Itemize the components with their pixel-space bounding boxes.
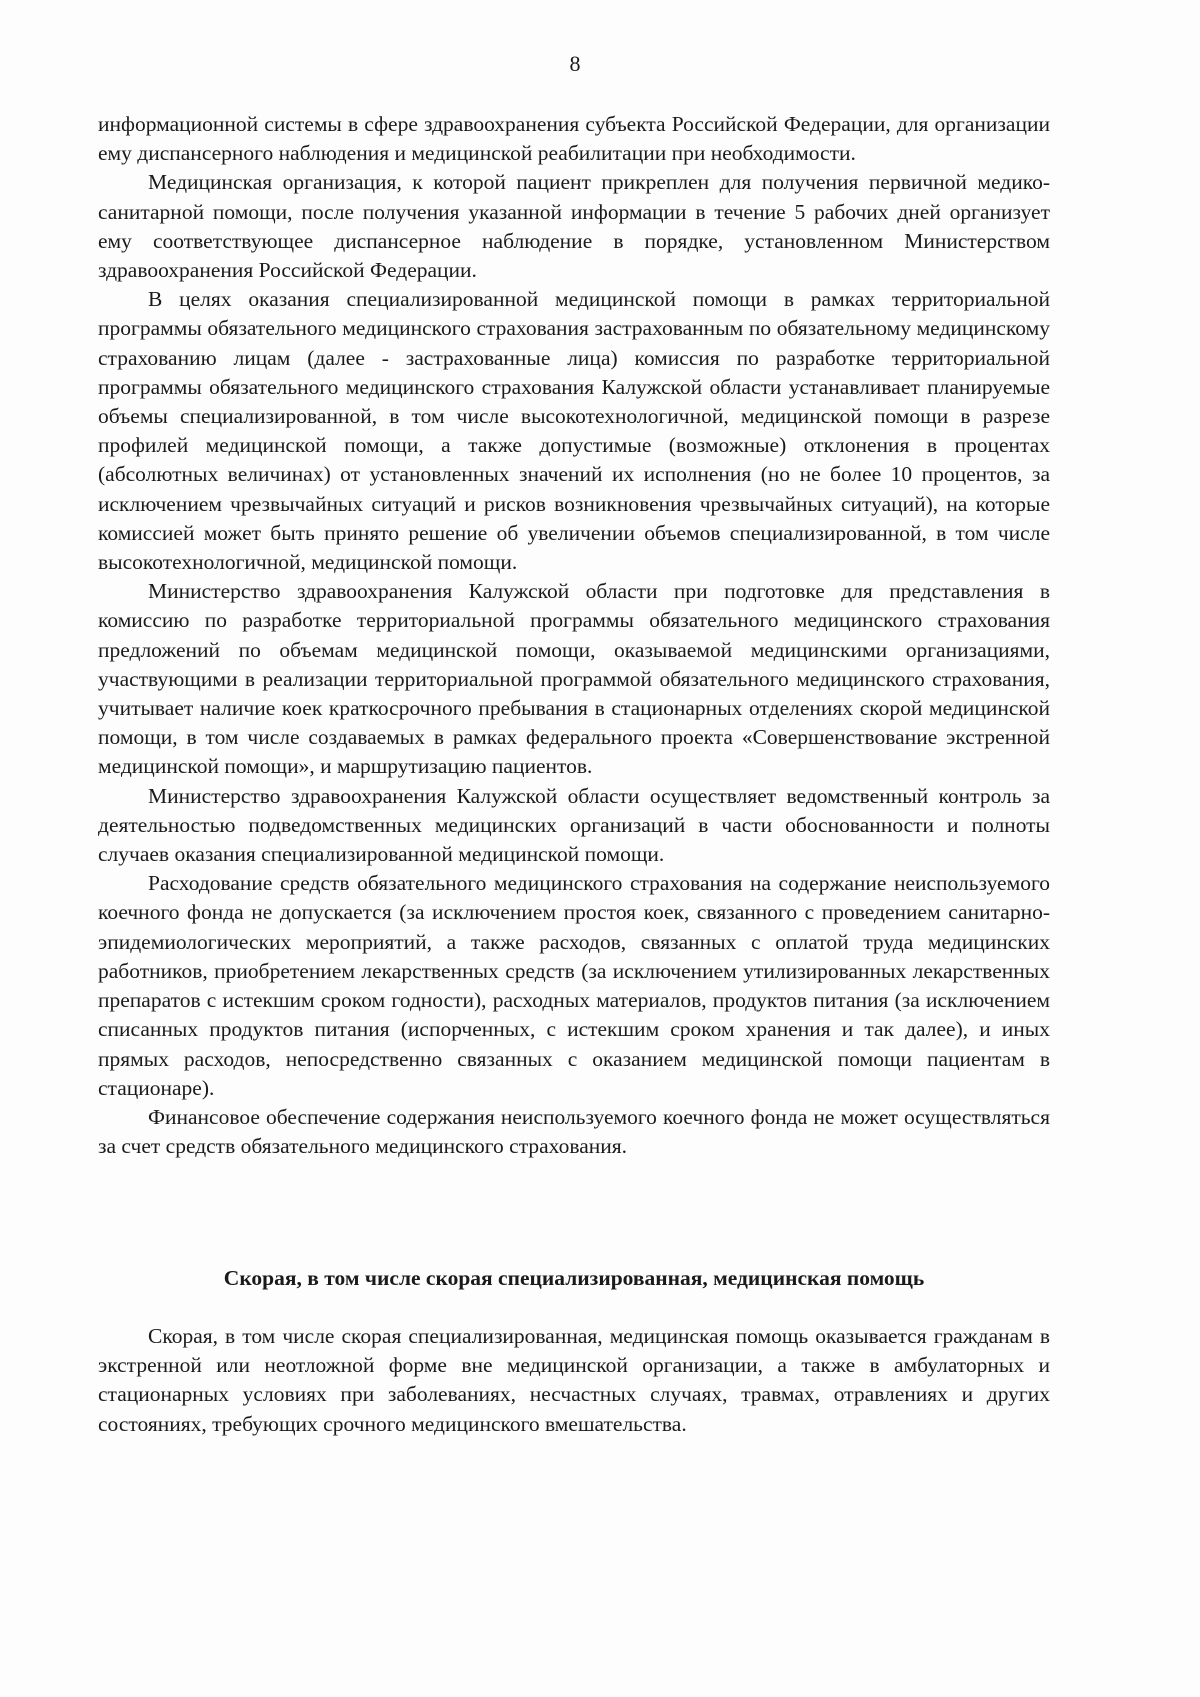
page-number: 8 — [569, 51, 581, 76]
paragraph-bed-fund-spending: Расходование средств обязательного медицинского страхования на содержание неиспользуемого коечного фонда не допускается (за исключением простоя коек, связанного с проведением санитарно-эпидемиологических мероприятий, а также расходов, связанных с оплатой труда медицинских работников, приобретением лекарственных средств (за исключением утилизированных лекарственных препаратов с истекшим сроком годности), расходных материалов, продуктов питания (за исключением списанных продуктов питания (испорченных, с истекшим сроком хранения и так далее), и иных прямых расходов, непосредственно связанных с оказанием медицинской помощи пациентам в стационаре). — [98, 871, 1050, 1100]
document-body — [98, 110, 1050, 1161]
section-body — [98, 1322, 1050, 1439]
section-heading: Скорая, в том числе скорая специализированная, медицинская помощь — [223, 1266, 925, 1290]
paragraph-follow-up-observation: Медицинская организация, к которой пациент прикреплен для получения первичной медико-санитарной помощи, после получения указанной информации в течение 5 рабочих дней организует ему соответствующее диспансерное наблюдение в порядке, установленном Министерством здравоохранения Российской Федерации. — [98, 170, 1050, 283]
paragraph-specialized-care-volumes: В целях оказания специализированной медицинской помощи в рамках территориальной программы обязательного медицинского страхования застрахованным по обязательному медицинскому страхованию лицам (далее - застрахованные лица) комиссия по разработке территориальной программы обязательного медицинского страхования Калужской области устанавливает планируемые объемы специализированной, в том числе высокотехнологичной, медицинской помощи в разрезе профилей медицинской помощи, а также допустимые (возможные) отклонения в процентах (абсолютных величинах) от установленных значений их исполнения (но не более 10 процентов, за исключением чрезвычайных ситуаций и рисков возникновения чрезвычайных ситуаций), на которые комиссией может быть принято решение об увеличении объемов специализированной, в том числе высокотехнологичной, медицинской помощи. — [98, 287, 1050, 575]
paragraph-ministry-preparation: Министерство здравоохранения Калужской области при подготовке для представления в комиссию по разработке территориальной программы обязательного медицинского страхования предложений по объемам медицинской помощи, оказываемой медицинскими организациями, участвующими в реализации территориальной программой обязательного медицинского страхования, учитывает наличие коек краткосрочного пребывания в стационарных отделениях скорой медицинской помощи, в том числе создаваемых в рамках федерального проекта «Совершенствование экстренной медицинской помощи», и маршрутизацию пациентов. — [98, 579, 1050, 779]
paragraph-continuation: информационной системы в сфере здравоохранения субъекта Российской Федерации, для организации ему диспансерного наблюдения и медицинской реабилитации при необходимости. — [98, 112, 1050, 166]
paragraph-departmental-control: Министерство здравоохранения Калужской области осуществляет ведомственный контроль за деятельностью подведомственных медицинских организаций в части обоснованности и полноты случаев оказания специализированной медицинской помощи. — [98, 783, 1050, 867]
paragraph-emergency-care: Скорая, в том числе скорая специализированная, медицинская помощь оказывается гражданам в экстренной или неотложной форме вне медицинской организации, а также в амбулаторных и стационарных условиях при заболеваниях, несчастных случаях, травмах, отравлениях и других состояниях, требующих срочного медицинского вмешательства. — [98, 1324, 1050, 1436]
paragraph-bed-fund-financing: Финансовое обеспечение содержания неиспользуемого коечного фонда не может осуществляться за счет средств обязательного медицинского страхования. — [98, 1104, 1050, 1159]
